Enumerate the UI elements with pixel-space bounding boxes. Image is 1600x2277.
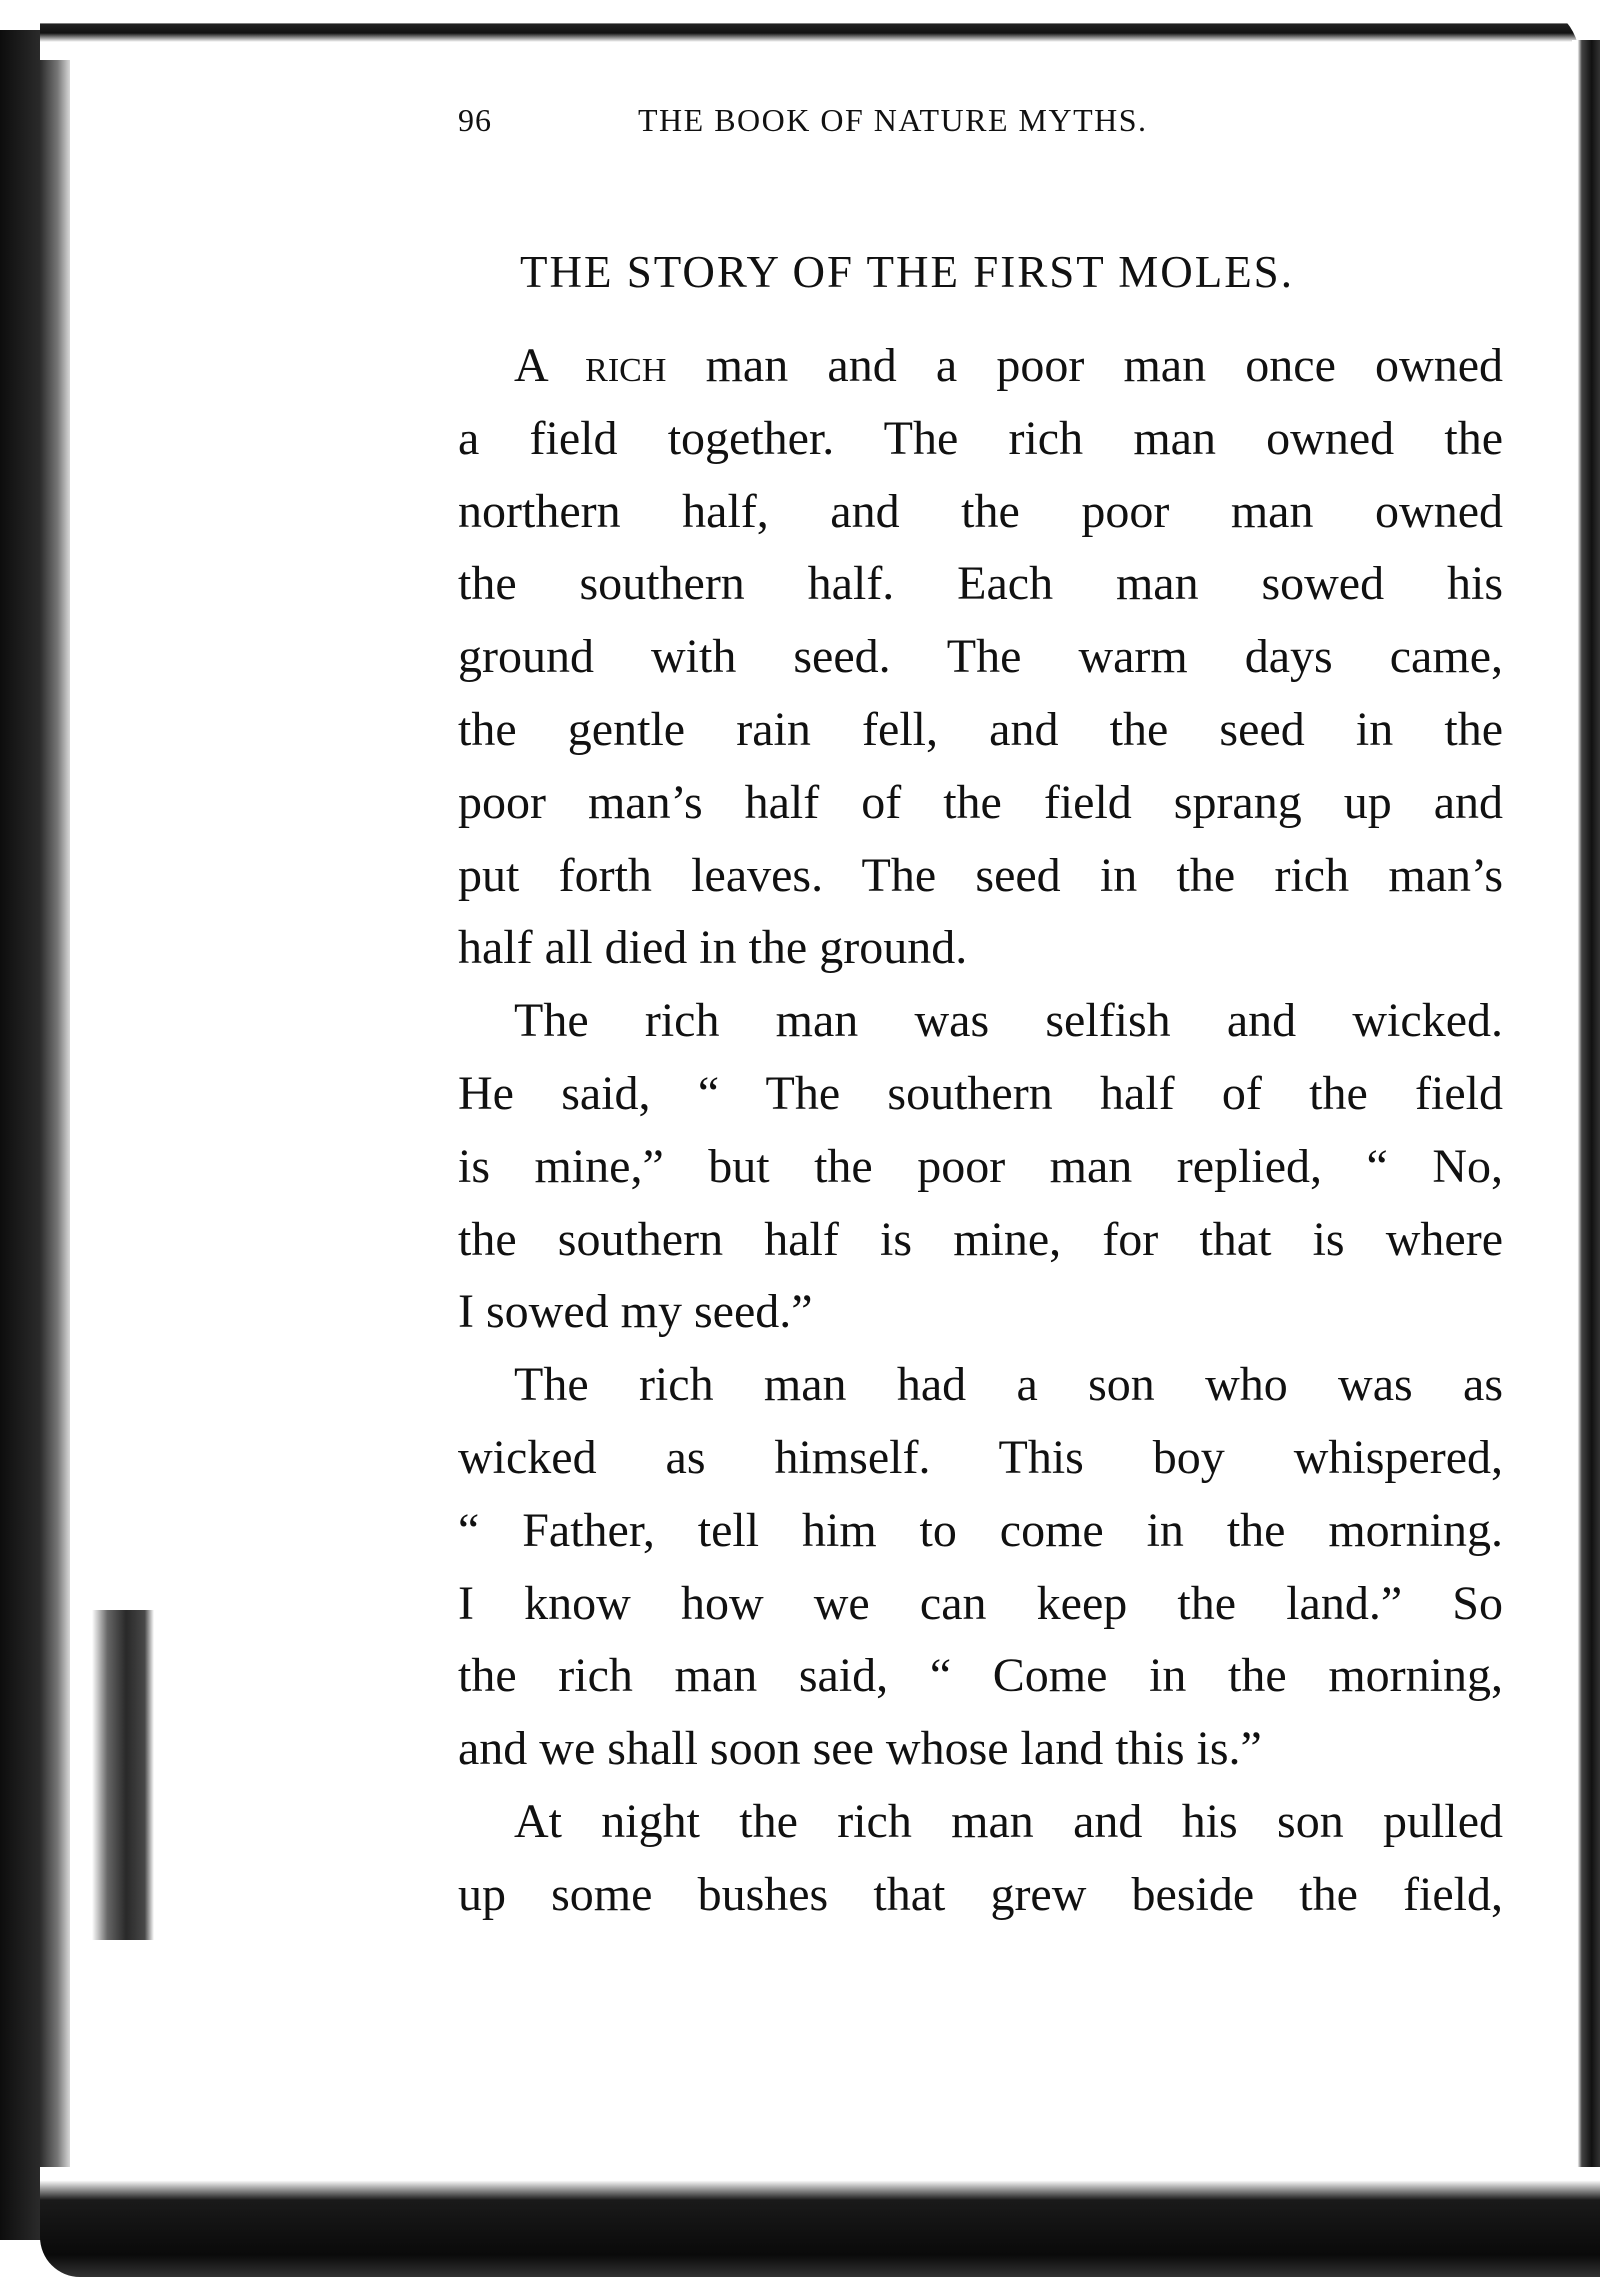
- paragraph-line: “ Father, tell him to come in the morning.: [458, 1503, 1503, 1557]
- gutter-shadow: [92, 1610, 154, 1940]
- page-number: 96: [458, 102, 492, 138]
- lead-small-caps: A rich: [514, 339, 667, 392]
- paragraph-line: I sowed my seed.”: [458, 1285, 813, 1339]
- story-title: THE STORY OF THE FIRST MOLES.: [520, 247, 1294, 297]
- paragraph-line: ground with seed. The warm days came,: [458, 630, 1503, 684]
- paragraph-line: [458, 330, 1503, 403]
- page-bottom-edge: [40, 2167, 1600, 2277]
- line-text: man and a poor man once owned: [666, 339, 1504, 392]
- paragraph-line: poor man’s half of the field sprang up and: [458, 775, 1503, 829]
- paragraph-line: wicked as himself. This boy whispered,: [458, 1430, 1503, 1484]
- paragraph-line: He said, “ The southern half of the field: [458, 1066, 1503, 1120]
- paragraph-line: and we shall soon see whose land this is.”: [458, 1722, 1262, 1776]
- paragraph-line: a field together. The rich man owned the: [458, 411, 1503, 465]
- paragraph-line: half all died in the ground.: [458, 921, 968, 975]
- page-right-edge: [1572, 40, 1600, 2220]
- paragraph-line: the southern half is mine, for that is where: [458, 1212, 1503, 1266]
- book-spine-edge: [0, 30, 72, 2240]
- paragraph-line: the southern half. Each man sowed his: [458, 557, 1503, 611]
- paragraph-line: northern half, and the poor man owned: [458, 484, 1503, 538]
- story-body: [458, 330, 1503, 1932]
- paragraph-line: the gentle rain fell, and the seed in the: [458, 702, 1503, 756]
- paragraph-line: is mine,” but the poor man replied, “ No,: [458, 1139, 1503, 1193]
- paragraph-line: The rich man had a son who was as: [514, 1358, 1503, 1412]
- running-title: THE BOOK OF NATURE MYTHS.: [638, 102, 1148, 138]
- running-header: [458, 102, 1458, 142]
- paragraph-line: The rich man was selfish and wicked.: [514, 994, 1503, 1048]
- paragraph-line: put forth leaves. The seed in the rich man’s: [458, 848, 1503, 902]
- paragraph-line: At night the rich man and his son pulled: [514, 1794, 1503, 1848]
- paragraph-line: up some bushes that grew beside the field,: [458, 1867, 1503, 1921]
- paragraph-line: I know how we can keep the land.” So: [458, 1576, 1503, 1630]
- paragraph-line: the rich man said, “ Come in the morning,: [458, 1649, 1503, 1703]
